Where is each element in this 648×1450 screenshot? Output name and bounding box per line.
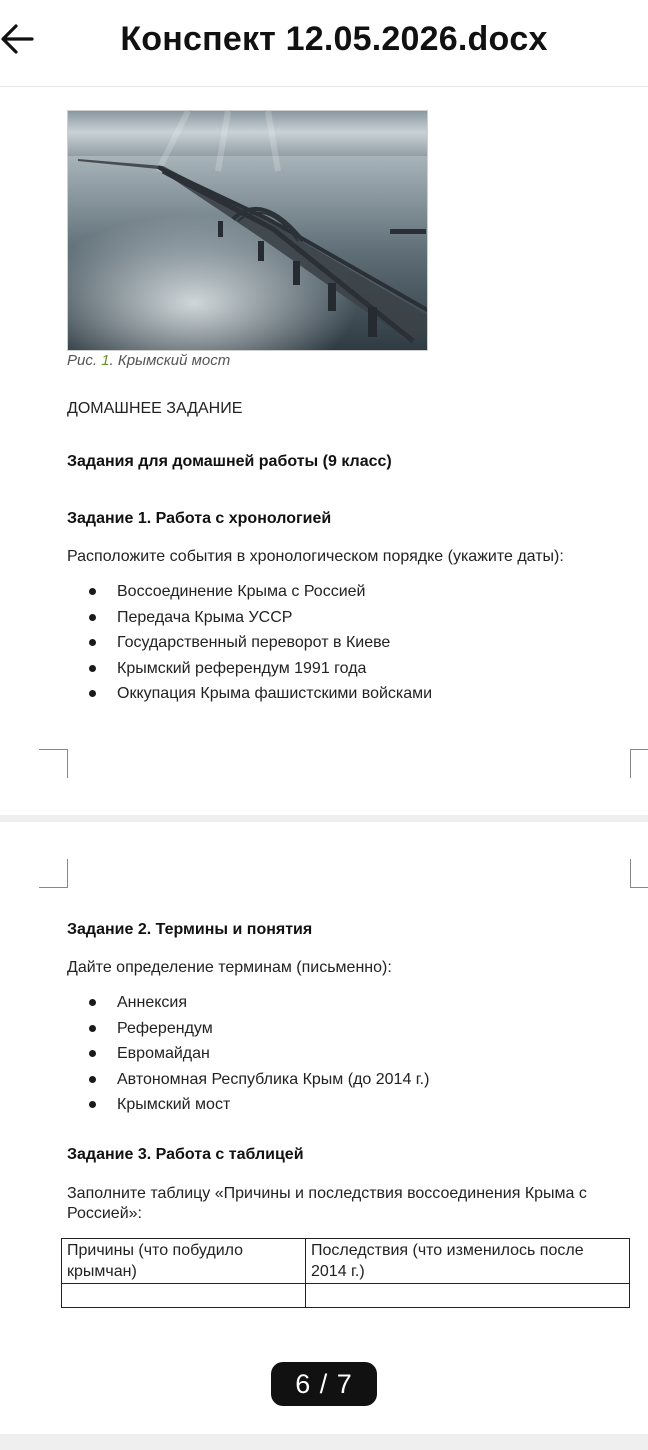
- page-margin-corner: [39, 749, 68, 778]
- current-page: 6: [295, 1368, 312, 1399]
- crimean-bridge-photo: [67, 110, 428, 351]
- bullet-icon: [89, 1076, 96, 1083]
- caption-text: . Крымский мост: [109, 352, 231, 369]
- table-cell-empty[interactable]: [306, 1284, 630, 1308]
- figure-caption: [67, 352, 230, 369]
- caption-prefix: Рис.: [67, 352, 102, 369]
- task3-instruction-line2: Россией»:: [67, 1205, 142, 1222]
- task1-heading: Задание 1. Работа с хронологией: [67, 510, 332, 527]
- document-page: Рис. 1. Крымский мост ДОМАШНЕЕ ЗАДАНИЕ Задания для домашней работы (9 класс) Задание 1. Работа с хронологией Расположите события в хронологическом порядке (укажите даты): Воссоединение Крыма с Россией Передача Крыма УССР Государственный переворот в Киеве Крымский референдум 1991 года Оккупация Крыма фашистскими войсками: [0, 87, 648, 815]
- app-header: [0, 0, 648, 87]
- task3-heading: Задание 3. Работа с таблицей: [67, 1146, 304, 1163]
- cut-off-text-line: [120, 87, 420, 90]
- total-pages: 7: [336, 1368, 353, 1399]
- bullet-icon: [89, 588, 96, 595]
- table-cell: Причины (что побудило крымчан): [62, 1239, 306, 1284]
- page-margin-corner: [39, 859, 68, 888]
- arrow-left-icon: [0, 21, 36, 62]
- page-separator: /: [311, 1368, 337, 1399]
- task1-instruction: Расположите события в хронологическом порядке (укажите даты):: [67, 548, 564, 565]
- document-page: Задание 2. Термины и понятия Дайте определение терминам (письменно): Аннексия Референдум Евромайдан Автономная Республика Крым (до 2014 г.) Крымский мост Задание 3. Работа с таблицей Заполните таблицу «Причины и последствия воссоединения Крыма с Россией»: Причины (что побудило крымчан) Последствия (что изменилось после 2014 г.): [0, 822, 648, 1434]
- page-margin-corner: [630, 859, 648, 888]
- homework-subtitle: Задания для домашней работы (9 класс): [67, 453, 392, 470]
- page-margin-corner: [630, 749, 648, 778]
- homework-title: ДОМАШНЕЕ ЗАДАНИЕ: [67, 400, 243, 417]
- bullet-icon: [89, 639, 96, 646]
- task2-heading: Задание 2. Термины и понятия: [67, 921, 313, 938]
- bullet-icon: [89, 665, 96, 672]
- caption-number: 1: [101, 352, 110, 369]
- bullet-icon: [89, 1101, 96, 1108]
- table-cell-empty[interactable]: [62, 1284, 306, 1308]
- bullet-icon: [89, 999, 96, 1006]
- table-cell: Последствия (что изменилось после 2014 г.): [306, 1239, 630, 1284]
- document-title: Конспект 12.05.2026.docx: [120, 20, 548, 58]
- table-row: [62, 1284, 630, 1308]
- bullet-icon: [89, 1050, 96, 1057]
- task2-instruction: Дайте определение терминам (письменно):: [67, 959, 392, 976]
- table-row: [62, 1239, 630, 1284]
- bullet-icon: [89, 1025, 96, 1032]
- bullet-icon: [89, 690, 96, 697]
- page-indicator: [271, 1362, 377, 1406]
- task3-instruction-line1: Заполните таблицу «Причины и последствия воссоединения Крыма с: [67, 1185, 587, 1202]
- bullet-icon: [89, 614, 96, 621]
- causes-effects-table: [61, 1238, 630, 1308]
- back-button[interactable]: [0, 22, 36, 60]
